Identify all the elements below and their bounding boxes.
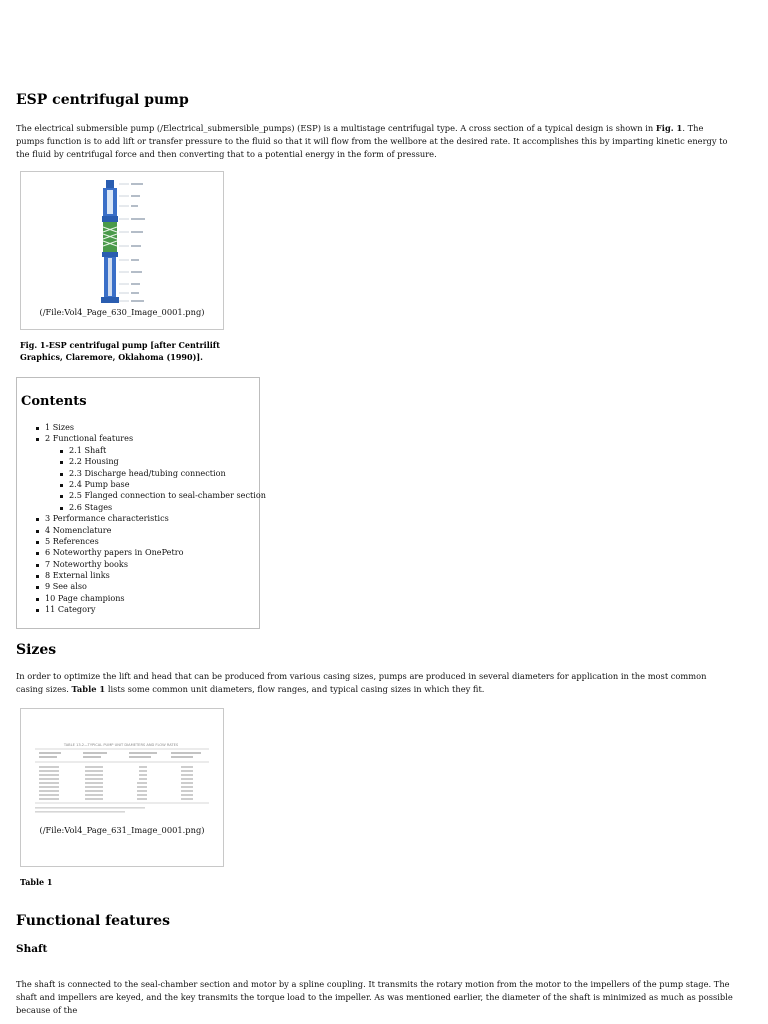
figure-1-caption-line-1: Fig. 1-ESP centrifugal pump [after Centrilift xyxy=(20,340,220,350)
table-1-image-title: TABLE 13.2—TYPICAL PUMP UNIT DIAMETERS AND FLOW RATES xyxy=(63,743,179,747)
toc-item-page-champions[interactable]: 10 Page champions xyxy=(45,593,266,604)
intro-text-2: . The pumps function is to add lift or transfer pressure to the fluid so that it will flow from the wellbore at the desired rate. It accomplishes this by imparting kinetic energy to the fluid by centrifugal force and then converting that to a potential energy in the form of pressure. xyxy=(16,123,728,159)
table-of-contents xyxy=(16,377,266,629)
table-1-figure[interactable] xyxy=(20,708,224,867)
figure-1-caption xyxy=(20,340,230,363)
toc-item-references[interactable]: 5 References xyxy=(45,536,266,547)
toc-item-flanged-connection[interactable]: 2.5 Flanged connection to seal-chamber section xyxy=(69,490,266,501)
sizes-text-2: lists some common unit diameters, flow ranges, and typical casing sizes in which they fit. xyxy=(105,684,485,694)
sizes-table-ref[interactable]: Table 1 xyxy=(71,684,106,694)
contents-list xyxy=(45,422,266,616)
toc-item-shaft[interactable]: 2.1 Shaft xyxy=(69,445,266,456)
toc-item-performance[interactable]: 3 Performance characteristics xyxy=(45,513,266,524)
toc-item-category[interactable]: 11 Category xyxy=(45,604,266,615)
toc-item-sizes[interactable]: 1 Sizes xyxy=(45,422,266,433)
sizes-heading: Sizes xyxy=(16,642,57,658)
intro-fig-ref[interactable]: Fig. 1 xyxy=(655,123,683,133)
toc-item-stages[interactable]: 2.6 Stages xyxy=(69,502,266,513)
toc-item-pump-base[interactable]: 2.4 Pump base xyxy=(69,479,266,490)
sizes-paragraph xyxy=(16,670,734,696)
toc-item-housing[interactable]: 2.2 Housing xyxy=(69,456,266,467)
toc-item-onepetro-papers[interactable]: 6 Noteworthy papers in OnePetro xyxy=(45,547,266,558)
figure-1-caption-line-2: Graphics, Claremore, Oklahoma (1990)]. xyxy=(20,351,203,362)
toc-item-nomenclature[interactable]: 4 Nomenclature xyxy=(45,525,266,536)
shaft-heading: Shaft xyxy=(16,943,48,955)
toc-item-see-also[interactable]: 9 See also xyxy=(45,581,266,592)
shaft-paragraph: The shaft is connected to the seal-chamber section and motor by a spline coupling. It transmits the rotary motion from the motor to the impellers of the pump stage. The shaft and impellers are keyed, and the key transmits the torque load to the impeller. As was mentioned earlier, the diameter of the shaft is minimized as much as possible because of the xyxy=(16,979,733,1015)
table-1-image xyxy=(21,709,223,824)
intro-text-1: The electrical submersible pump (/Electrical_submersible_pumps) (ESP) is a multistage centrifugal type. A cross section of a typical design is shown in xyxy=(16,123,656,133)
contents-title: Contents xyxy=(21,394,87,409)
sizes-text-1: In order to optimize the lift and head that can be produced from various casing sizes, pumps are produced in several diameters for application in the most common casing sizes. xyxy=(16,671,707,694)
esp-pump-diagram xyxy=(21,172,223,308)
intro-paragraph xyxy=(16,122,734,161)
page-title: ESP centrifugal pump xyxy=(16,92,189,108)
toc-item-functional-features[interactable]: 2 Functional features xyxy=(45,433,266,444)
table-1-file-link[interactable]: (/File:Vol4_Page_631_Image_0001.png) xyxy=(39,825,205,835)
toc-item-discharge-head[interactable]: 2.3 Discharge head/tubing connection xyxy=(69,468,266,479)
toc-item-external-links[interactable]: 8 External links xyxy=(45,570,266,581)
functional-features-heading: Functional features xyxy=(16,913,170,929)
figure-1-file-link[interactable]: (/File:Vol4_Page_630_Image_0001.png) xyxy=(39,307,205,317)
toc-item-noteworthy-books[interactable]: 7 Noteworthy books xyxy=(45,559,266,570)
figure-1[interactable] xyxy=(20,171,224,330)
table-1-caption: Table 1 xyxy=(20,877,53,887)
